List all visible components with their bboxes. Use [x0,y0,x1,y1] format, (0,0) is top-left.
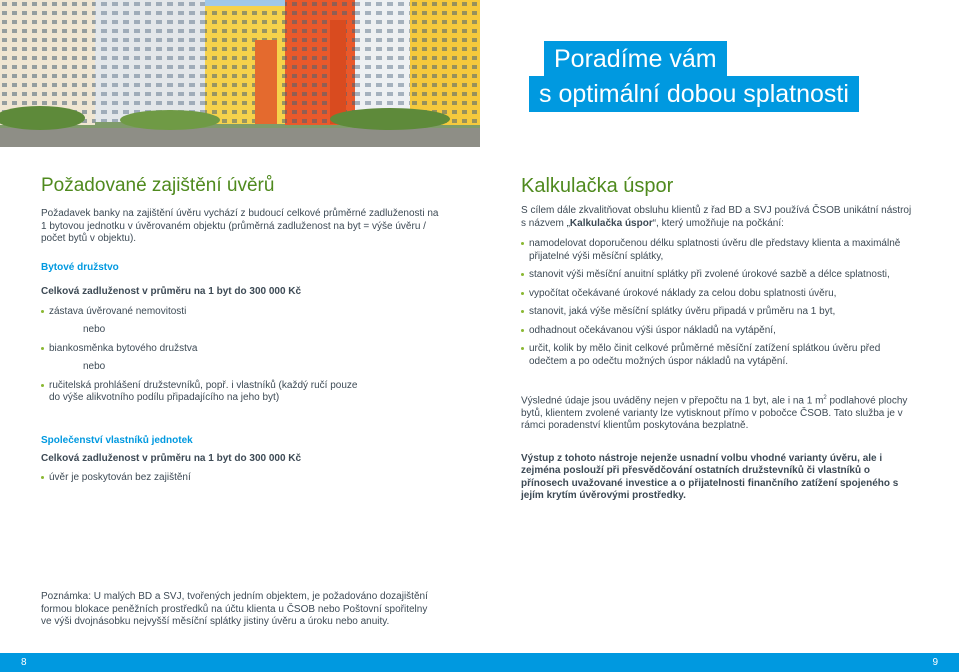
feature-item: namodelovat doporučenou délku splatnosti úvěru dle představy klienta a maximálně přijatelné výši měsíční splátky, [521,238,916,263]
bd-item-promissory-note: biankosměnka bytového družstva [41,343,441,356]
conclusion-paragraph: Výstup z tohoto nástroje nejenže usnadní volbu vhodné varianty úvěru, ale i zejména poslouží při přesvědčování ostatních družstevníků či vlastníků o přínosech uvažované investice a o přijatelnosti finančního zatížení spojeného s jejím krytím úvěrovými prostředky. [521,452,899,502]
bd-item-guarantees: ručitelská prohlášení družstevníků, popř. i vlastníků (každý ručí pouze do výše alikvotního podílu připadajícího na jeho byt) [41,380,369,405]
bd-heading: Bytové družstvo [41,261,119,273]
feature-item: určit, kolik by mělo činit celkové průměrné měsíční zatížení splátkou úvěru před odečtem a po odečtu možných úspor nákladů na vytápění. [521,343,916,368]
right-column [521,205,916,503]
note [41,591,431,629]
right-section-title: Kalkulačka úspor [521,175,674,197]
feature-item: vypočítat očekávané úrokové náklady za celou dobu splatnosti úvěru, [521,288,916,301]
feature-item: stanovit výši měsíční anuitní splátky při zvolené úrokové sazbě a délce splatnosti, [521,269,916,282]
page-number-right: 9 [932,657,938,668]
feature-item: stanovit, jaká výše měsíční splátky úvěru připadá v průměru na 1 byt, [521,306,916,319]
bd-debt-limit: Celková zadluženost v průměru na 1 byt do 300 000 Kč [41,286,302,297]
hero-line-1: Poradíme vám [544,41,727,77]
hero-line-2: s optimální dobou splatnosti [529,76,859,112]
svj-item-no-collateral: úvěr je poskytován bez zajištění [41,472,441,485]
svj-debt-limit: Celková zadluženost v průměru na 1 byt do 300 000 Kč [41,453,302,464]
page-footer [0,653,959,672]
left-column [41,208,441,484]
calculator-name: Kalkulačka úspor [569,217,653,229]
or-label-2: nebo [83,361,106,372]
apartment-buildings-photo [0,0,480,147]
note-text: Poznámka: U malých BD a SVJ, tvořených jedním objektem, je požadováno dozajištění formou blokace peněžních prostředků na účtu klienta u ČSOB nebo Poštovní spořitelny ve výši dvojnásobku nejvyšší měsíční splátky jistiny úvěru a úroku nebo anuity. [41,591,428,627]
left-section-title: Požadované zajištění úvěrů [41,175,275,196]
results-paragraph: Výsledné údaje jsou uváděny nejen v přepočtu na 1 byt, ale i na 1 $m^2$ podlahové plochy bytů, klientem zvolené varianty lze vytisknout přímo v pobočce ČSOB. Tato služba je v rámci poradenství klientům poskytována bezplatně. [521,395,908,432]
right-intro: S cílem dále zkvalitňovat obsluhu klientů z řad BD a SVJ používá ČSOB unikátní nástroj s názvem „Kalkulačka úspor“, který umožňuje na počkání: [521,205,912,229]
svj-heading: Společenství vlastníků jednotek [41,434,193,446]
feature-item: odhadnout očekávanou výši úspor nákladů na vytápění, [521,325,916,338]
bd-item-pledge: zástava úvěrované nemovitosti [41,306,441,319]
calculator-features [521,238,916,368]
page-number-left: 8 [21,657,27,668]
left-intro: Požadavek banky na zajištění úvěru vychází z budoucí celkové průměrné zadluženosti na 1 bytovou jednotku v úvěrovaném objektu (průměrná zadluženost na byt = výše úvěru / počet bytů v objektu). [41,208,439,244]
or-label-1: nebo [83,324,106,335]
